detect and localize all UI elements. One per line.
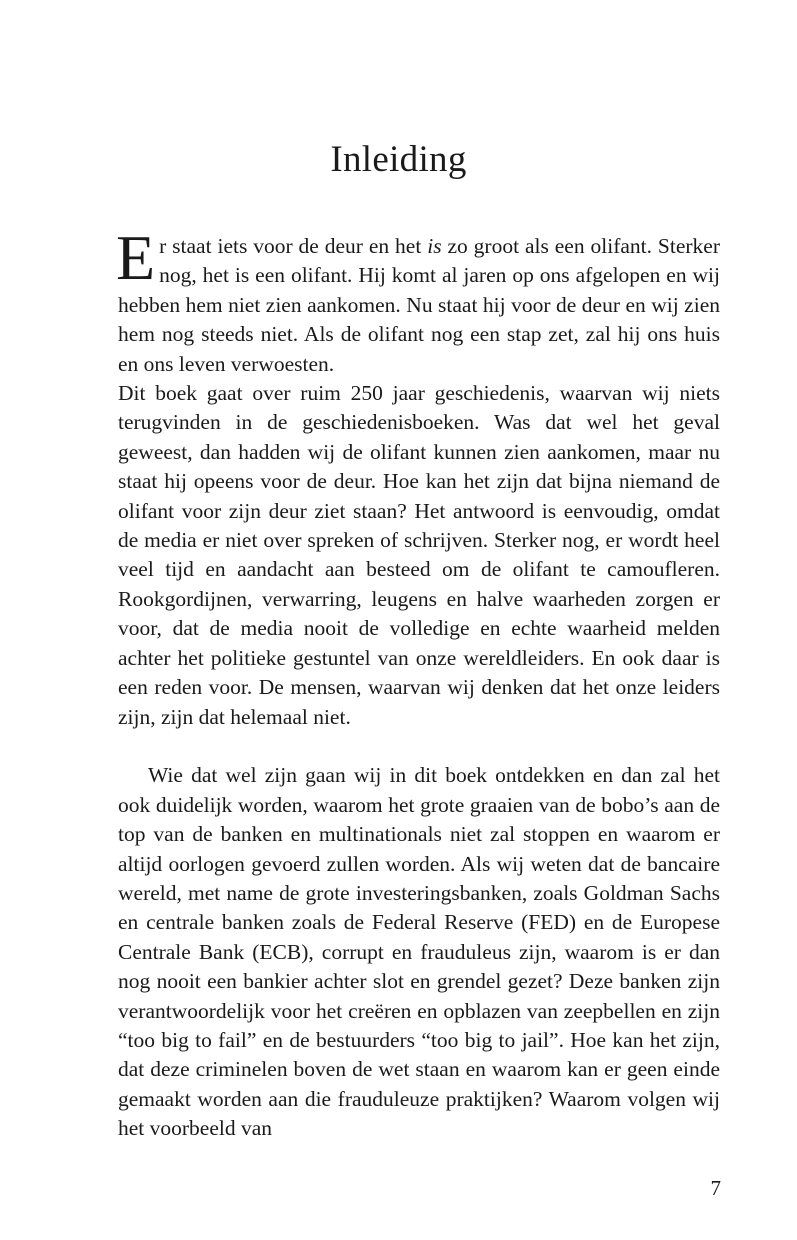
paragraph-opening [116, 222, 720, 379]
opening-text-intro: r staat iets voor de deur en het [159, 234, 428, 258]
drop-cap: E [116, 222, 156, 293]
emphasis-word: is [427, 234, 442, 258]
page-number: 7 [710, 1176, 721, 1200]
opening-text-rest: zo groot als een olifant. Sterker nog, het is een olifant. Hij komt al jaren op ons afgelopen en wij hebben hem niet zien aankomen. Nu staat hij voor de deur en wij zien hem nog steeds niet. Als de olifant nog een stap zet, zal hij ons huis en ons leven verwoesten. [118, 234, 720, 376]
chapter-title: Inleiding [330, 139, 467, 180]
chapter-body [116, 222, 720, 1144]
paragraph-history: Dit boek gaat over ruim 250 jaar geschiedenis, waarvan wij niets terugvinden in de geschiedenisboeken. Was dat wel het geval geweest, dan hadden wij de olifant kunnen zien aankomen, maar nu staat hij opeens voor de deur. Hoe kan het zijn dat bijna niemand de olifant voor zijn deur ziet staan? Het antwoord is eenvoudig, omdat de media er niet over spreken of schrijven. Sterker nog, er wordt heel veel tijd en aandacht aan besteed om de olifant te camoufleren. Rookgordijnen, verwarring, leugens en halve waarheden zorgen er voor, dat de media nooit de volledige en echte waarheid melden achter het politieke gestuntel van onze wereldleiders. En ook daar is een reden voor. De mensen, waarvan wij denken dat het onze leiders zijn, zijn dat helemaal niet. [118, 381, 720, 729]
paragraph-banks: Wie dat wel zijn gaan wij in dit boek ontdekken en dan zal het ook duidelijk worden, waarom het grote graaien van de bobo’s aan de top van de banken en multinationals niet zal stoppen en waarom er altijd oorlogen gevoerd zullen worden. Als wij weten dat de bancaire wereld, met name de grote investeringsbanken, zoals Goldman Sachs en centrale banken zoals de Federal Reserve (FED) en de Europese Centrale Bank (ECB), corrupt en frauduleus zijn, waarom is er dan nog nooit een bankier achter slot en grendel gezet? Deze banken zijn verantwoordelijk voor het creëren en opblazen van zeepbellen en zijn “too big to fail” en de bestuurders “too big to jail”. Hoe kan het zijn, dat deze criminelen boven de wet staan en waarom kan er geen einde gemaakt worden aan die frauduleuze praktijken? Waarom volgen wij het voorbeeld van [118, 763, 720, 1141]
